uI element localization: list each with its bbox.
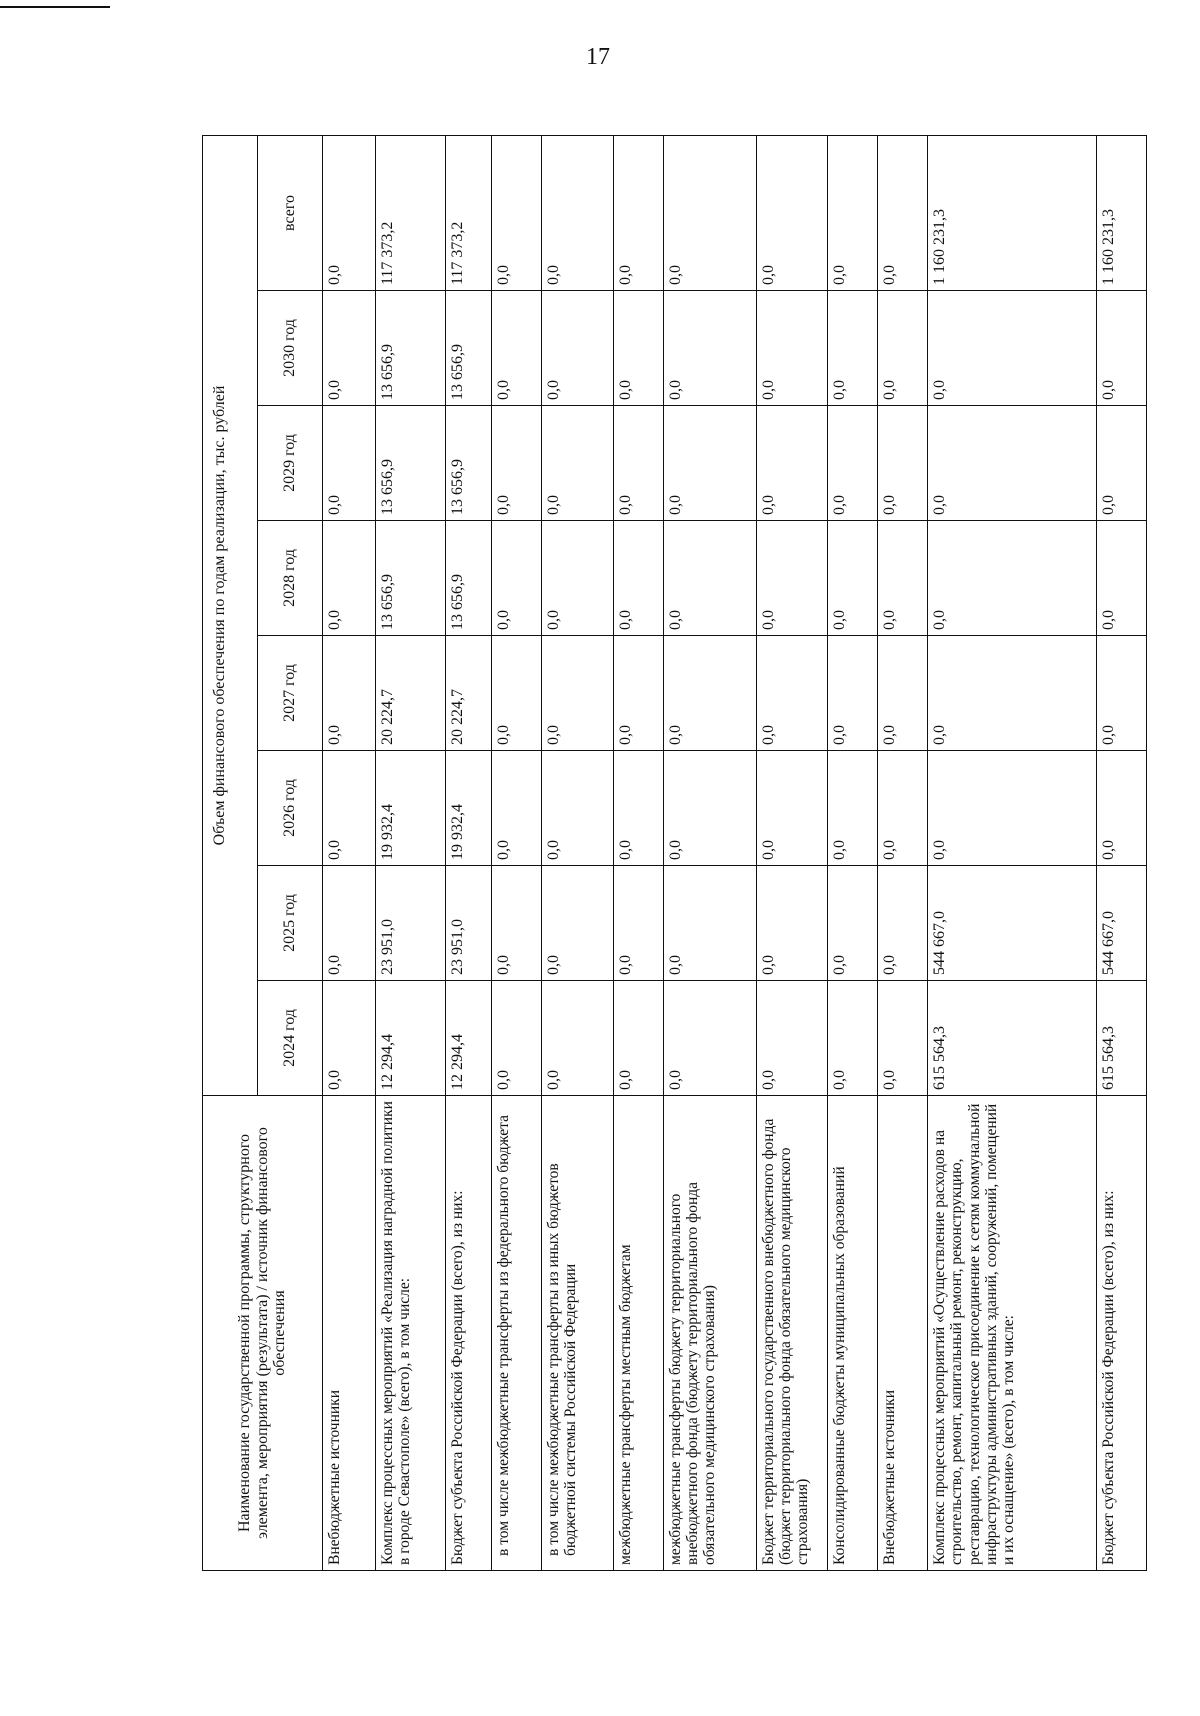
value-cell: 13 656,9 [445,406,491,521]
value-cell: 0,0 [492,135,542,290]
table-row [878,135,928,1570]
value-cell: 0,0 [541,291,613,406]
value-cell: 0,0 [878,866,928,981]
value-cell: 0,0 [613,521,663,636]
value-cell: 20 224,7 [376,636,446,751]
table-row [541,135,613,1570]
value-cell: 0,0 [756,291,828,406]
value-cell: 13 656,9 [445,521,491,636]
value-cell: 1 160 231,3 [1097,135,1147,290]
value-cell: 0,0 [756,406,828,521]
value-cell: 0,0 [927,406,1096,521]
value-cell: 0,0 [541,636,613,751]
value-cell: 0,0 [828,866,878,981]
value-cell: 0,0 [492,636,542,751]
table-row [613,135,663,1570]
value-cell: 0,0 [1097,521,1147,636]
value-cell: 0,0 [878,981,928,1096]
value-cell: 0,0 [663,866,756,981]
value-cell: 0,0 [323,981,376,1096]
value-cell: 0,0 [878,751,928,866]
row-name-cell: Бюджет территориального государственного внебюджетного фонда (бюджет территориального фонда обязательного медицинского страхования) [756,1096,828,1571]
table-row [492,135,542,1570]
table-row [663,135,756,1570]
corner-mark [0,6,110,8]
value-cell: 0,0 [878,406,928,521]
value-cell: 544 667,0 [1097,866,1147,981]
value-cell: 0,0 [663,291,756,406]
value-cell: 0,0 [756,866,828,981]
value-cell: 0,0 [541,135,613,290]
row-name-cell: Бюджет субъекта Российской Федерации (всего), из них: [1097,1096,1147,1571]
row-name-cell: Внебюджетные источники [878,1096,928,1571]
value-cell: 0,0 [492,291,542,406]
value-cell: 0,0 [492,521,542,636]
value-cell: 0,0 [828,981,878,1096]
value-cell: 0,0 [828,406,878,521]
header-total: всего [258,135,323,290]
value-cell: 20 224,7 [445,636,491,751]
value-cell: 13 656,9 [376,406,446,521]
rotated-table-container [202,136,1147,1571]
value-cell: 0,0 [828,636,878,751]
table-row [1097,135,1147,1570]
header-year-2029: 2029 год [258,406,323,521]
value-cell: 0,0 [323,135,376,290]
value-cell: 0,0 [541,866,613,981]
value-cell: 19 932,4 [445,751,491,866]
header-year-2024: 2024 год [258,981,323,1096]
value-cell: 0,0 [756,135,828,290]
value-cell: 615 564,3 [1097,981,1147,1096]
value-cell: 0,0 [1097,406,1147,521]
value-cell: 117 373,2 [376,135,446,290]
table-body [323,135,1147,1570]
header-year-2026: 2026 год [258,751,323,866]
value-cell: 0,0 [756,636,828,751]
header-year-2025: 2025 год [258,866,323,981]
value-cell: 0,0 [878,636,928,751]
value-cell: 0,0 [541,981,613,1096]
row-name-cell: Внебюджетные источники [323,1096,376,1571]
value-cell: 0,0 [828,521,878,636]
value-cell: 117 373,2 [445,135,491,290]
value-cell: 0,0 [878,135,928,290]
value-cell: 0,0 [663,406,756,521]
value-cell: 0,0 [663,751,756,866]
value-cell: 0,0 [663,521,756,636]
value-cell: 13 656,9 [376,291,446,406]
value-cell: 13 656,9 [445,291,491,406]
value-cell: 0,0 [828,751,878,866]
value-cell: 0,0 [878,521,928,636]
table-row [927,135,1096,1570]
row-name-cell: Консолидированные бюджеты муниципальных образований [828,1096,878,1571]
value-cell: 0,0 [541,521,613,636]
row-name-cell: Бюджет субъекта Российской Федерации (всего), из них: [445,1096,491,1571]
header-year-2030: 2030 год [258,291,323,406]
value-cell: 0,0 [613,751,663,866]
row-name-cell: в том числе межбюджетные трансферты из иных бюджетов бюджетной системы Российской Федерации [541,1096,613,1571]
value-cell: 0,0 [663,636,756,751]
value-cell: 0,0 [323,636,376,751]
value-cell: 0,0 [1097,291,1147,406]
header-group-cell: Объем финансового обеспечения по годам реализации, тыс. рублей [203,135,258,1095]
value-cell: 0,0 [492,866,542,981]
value-cell: 0,0 [756,981,828,1096]
value-cell: 0,0 [756,751,828,866]
value-cell: 19 932,4 [376,751,446,866]
value-cell: 0,0 [613,135,663,290]
value-cell: 0,0 [756,521,828,636]
value-cell: 12 294,4 [445,981,491,1096]
value-cell: 0,0 [1097,636,1147,751]
value-cell: 0,0 [323,521,376,636]
value-cell: 0,0 [323,751,376,866]
row-name-cell: Комплекс процессных мероприятий «Осуществление расходов на строительство, ремонт, капитальный ремонт, реконструкцию, реставрацию, технологическое присоединение к сетям коммунальной инфраструктуры административных зданий, сооружений, помещений и их оснащение» (всего), в том числе: [927,1096,1096,1571]
value-cell: 615 564,3 [927,981,1096,1096]
value-cell: 0,0 [828,291,878,406]
row-name-cell: межбюджетные трансферты местным бюджетам [613,1096,663,1571]
page-number: 17 [586,44,610,70]
row-name-cell: Комплекс процессных мероприятий «Реализация наградной политики в городе Севастополе» (всего), в том числе: [376,1096,446,1571]
value-cell: 23 951,0 [445,866,491,981]
header-year-2027: 2027 год [258,636,323,751]
value-cell: 0,0 [613,406,663,521]
value-cell: 0,0 [663,135,756,290]
value-cell: 0,0 [927,291,1096,406]
row-name-cell: в том числе межбюджетные трансферты из федерального бюджета [492,1096,542,1571]
value-cell: 544 667,0 [927,866,1096,981]
header-name-cell: Наименование государственной программы, структурного элемента, мероприятия (результата) / источник финансового обеспечения [203,1096,323,1571]
value-cell: 0,0 [613,981,663,1096]
table-row [445,135,491,1570]
row-name-cell: межбюджетные трансферты бюджету территориального внебюджетного фонда (бюджету территориального фонда обязательного медицинского страхования) [663,1096,756,1571]
value-cell: 0,0 [613,636,663,751]
table-row [828,135,878,1570]
value-cell: 0,0 [541,406,613,521]
value-cell: 0,0 [492,981,542,1096]
value-cell: 0,0 [323,406,376,521]
value-cell: 0,0 [492,751,542,866]
value-cell: 0,0 [541,751,613,866]
table-row [376,135,446,1570]
value-cell: 0,0 [663,981,756,1096]
value-cell: 12 294,4 [376,981,446,1096]
value-cell: 0,0 [492,406,542,521]
table-row [323,135,376,1570]
value-cell: 0,0 [613,866,663,981]
value-cell: 23 951,0 [376,866,446,981]
value-cell: 0,0 [1097,751,1147,866]
financing-table [202,135,1147,1571]
header-year-2028: 2028 год [258,521,323,636]
table-row [756,135,828,1570]
value-cell: 1 160 231,3 [927,135,1096,290]
value-cell: 0,0 [878,291,928,406]
value-cell: 0,0 [323,291,376,406]
value-cell: 0,0 [828,135,878,290]
value-cell: 0,0 [927,751,1096,866]
value-cell: 0,0 [613,291,663,406]
value-cell: 0,0 [323,866,376,981]
value-cell: 0,0 [927,521,1096,636]
value-cell: 0,0 [927,636,1096,751]
value-cell: 13 656,9 [376,521,446,636]
